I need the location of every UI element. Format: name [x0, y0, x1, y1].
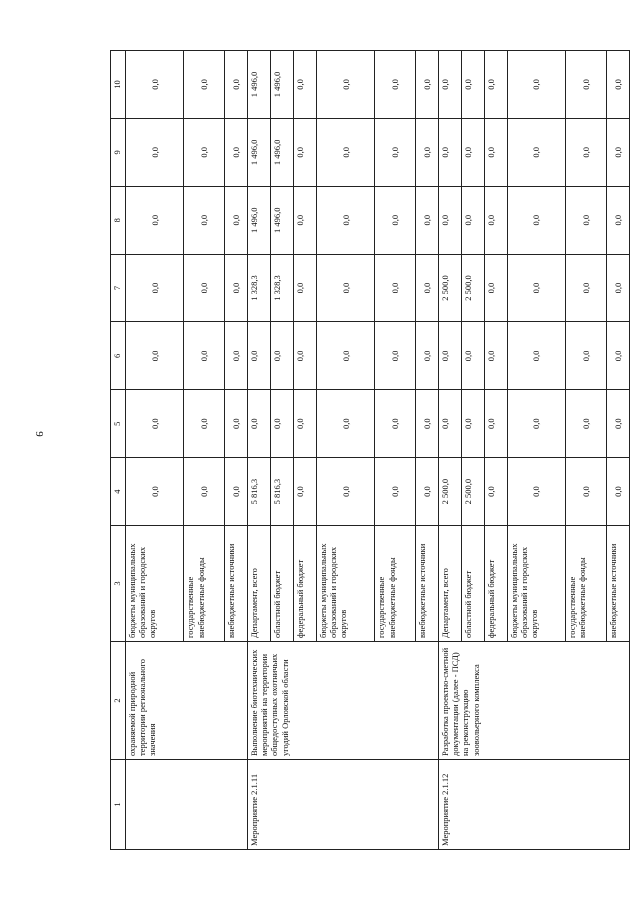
value-cell: 0,0	[184, 118, 225, 186]
value-cell: 0,0	[438, 118, 461, 186]
value-cell: 0,0	[126, 254, 184, 322]
value-cell: 0,0	[126, 322, 184, 390]
value-cell: 0,0	[375, 254, 416, 322]
value-cell: 0,0	[438, 186, 461, 254]
value-cell: 0,0	[416, 118, 439, 186]
value-cell: 0,0	[248, 390, 271, 458]
value-cell: 0,0	[375, 458, 416, 526]
table-row	[126, 51, 184, 850]
value-cell: 0,0	[416, 186, 439, 254]
value-cell: 0,0	[566, 390, 607, 458]
value-cell: 1 496,0	[271, 118, 294, 186]
value-cell: 0,0	[126, 458, 184, 526]
source-cell: государственные внебюджетные фонды	[566, 526, 607, 642]
value-cell: 0,0	[461, 322, 484, 390]
table-body	[126, 51, 630, 850]
value-cell: 0,0	[316, 254, 374, 322]
value-cell: 0,0	[507, 51, 565, 119]
value-cell: 0,0	[566, 254, 607, 322]
value-cell: 0,0	[416, 51, 439, 119]
measure-id-cell	[126, 760, 248, 850]
source-cell: государственные внебюджетные фонды	[184, 526, 225, 642]
value-cell: 0,0	[461, 51, 484, 119]
header-cell: 3	[111, 526, 126, 642]
header-cell: 4	[111, 458, 126, 526]
value-cell: 5 816,3	[271, 458, 294, 526]
value-cell: 0,0	[184, 458, 225, 526]
source-cell: бюджеты муниципальных образований и городских округов	[316, 526, 374, 642]
measure-id-cell: Мероприятие 2.1.12	[438, 760, 629, 850]
value-cell: 1 328,3	[271, 254, 294, 322]
value-cell: 0,0	[316, 118, 374, 186]
value-cell: 0,0	[293, 458, 316, 526]
value-cell: 0,0	[507, 390, 565, 458]
value-cell: 0,0	[293, 186, 316, 254]
header-cell: 10	[111, 51, 126, 119]
value-cell: 0,0	[225, 186, 248, 254]
value-cell: 0,0	[316, 390, 374, 458]
value-cell: 0,0	[293, 322, 316, 390]
value-cell: 0,0	[484, 458, 507, 526]
value-cell: 5 816,3	[248, 458, 271, 526]
value-cell: 0,0	[375, 390, 416, 458]
value-cell: 0,0	[316, 322, 374, 390]
value-cell: 0,0	[566, 186, 607, 254]
value-cell: 0,0	[606, 51, 629, 119]
value-cell: 2 500,0	[438, 254, 461, 322]
value-cell: 0,0	[566, 458, 607, 526]
value-cell: 0,0	[461, 390, 484, 458]
source-cell: областной бюджет	[271, 526, 294, 642]
value-cell: 0,0	[566, 51, 607, 119]
value-cell: 0,0	[293, 51, 316, 119]
value-cell: 0,0	[293, 390, 316, 458]
value-cell: 0,0	[416, 390, 439, 458]
header-cell: 5	[111, 390, 126, 458]
rotated-table-container	[110, 50, 630, 850]
source-cell: Департамент, всего	[248, 526, 271, 642]
header-cell: 2	[111, 642, 126, 760]
source-cell: федеральный бюджет	[484, 526, 507, 642]
value-cell: 0,0	[606, 186, 629, 254]
value-cell: 0,0	[126, 186, 184, 254]
value-cell: 0,0	[316, 51, 374, 119]
value-cell: 0,0	[606, 118, 629, 186]
value-cell: 0,0	[438, 390, 461, 458]
value-cell: 0,0	[184, 51, 225, 119]
value-cell: 0,0	[293, 118, 316, 186]
source-cell: областной бюджет	[461, 526, 484, 642]
value-cell: 0,0	[225, 118, 248, 186]
value-cell: 0,0	[484, 118, 507, 186]
value-cell: 0,0	[416, 254, 439, 322]
value-cell: 0,0	[184, 186, 225, 254]
value-cell: 0,0	[225, 322, 248, 390]
value-cell: 0,0	[316, 186, 374, 254]
value-cell: 1 496,0	[248, 118, 271, 186]
value-cell: 0,0	[184, 390, 225, 458]
value-cell: 0,0	[461, 186, 484, 254]
value-cell: 0,0	[606, 322, 629, 390]
value-cell: 1 496,0	[271, 186, 294, 254]
measure-id-cell: Мероприятие 2.1.11	[248, 760, 439, 850]
value-cell: 0,0	[484, 186, 507, 254]
value-cell: 0,0	[293, 254, 316, 322]
value-cell: 0,0	[126, 118, 184, 186]
source-cell: внебюджетные источники	[606, 526, 629, 642]
value-cell: 0,0	[507, 458, 565, 526]
header-cell: 6	[111, 322, 126, 390]
value-cell: 0,0	[566, 322, 607, 390]
value-cell: 0,0	[375, 322, 416, 390]
value-cell: 0,0	[225, 458, 248, 526]
value-cell: 0,0	[507, 186, 565, 254]
value-cell: 0,0	[416, 458, 439, 526]
value-cell: 2 500,0	[438, 458, 461, 526]
value-cell: 0,0	[225, 51, 248, 119]
value-cell: 0,0	[484, 51, 507, 119]
value-cell: 0,0	[484, 254, 507, 322]
value-cell: 0,0	[438, 322, 461, 390]
value-cell: 0,0	[375, 186, 416, 254]
value-cell: 0,0	[416, 322, 439, 390]
measure-name-cell: Выполнение биотехнических мероприятий на территории общедоступных охотничьих угодий Орловской области	[248, 642, 439, 760]
source-cell: внебюджетные источники	[416, 526, 439, 642]
source-cell: федеральный бюджет	[293, 526, 316, 642]
source-cell: бюджеты муниципальных образований и городских округов	[507, 526, 565, 642]
value-cell: 0,0	[375, 118, 416, 186]
value-cell: 0,0	[271, 390, 294, 458]
value-cell: 0,0	[225, 254, 248, 322]
value-cell: 1 328,3	[248, 254, 271, 322]
value-cell: 0,0	[375, 51, 416, 119]
table-row	[438, 51, 461, 850]
budget-table	[110, 50, 630, 850]
value-cell: 0,0	[126, 51, 184, 119]
value-cell: 0,0	[126, 390, 184, 458]
value-cell: 0,0	[184, 322, 225, 390]
value-cell: 0,0	[484, 390, 507, 458]
page-number: 9	[32, 431, 45, 437]
header-cell: 9	[111, 118, 126, 186]
value-cell: 0,0	[507, 254, 565, 322]
value-cell: 0,0	[507, 118, 565, 186]
value-cell: 0,0	[606, 254, 629, 322]
value-cell: 0,0	[225, 390, 248, 458]
value-cell: 0,0	[461, 118, 484, 186]
value-cell: 1 496,0	[271, 51, 294, 119]
value-cell: 0,0	[316, 458, 374, 526]
header-cell: 1	[111, 760, 126, 850]
value-cell: 0,0	[271, 322, 294, 390]
source-cell: бюджеты муниципальных образований и городских округов	[126, 526, 184, 642]
value-cell: 1 496,0	[248, 51, 271, 119]
table-row	[248, 51, 271, 850]
header-row	[111, 51, 126, 850]
value-cell: 2 500,0	[461, 254, 484, 322]
measure-name-cell: охраняемой природной территории регионального значения	[126, 642, 248, 760]
value-cell: 0,0	[606, 458, 629, 526]
value-cell: 2 500,0	[461, 458, 484, 526]
value-cell: 0,0	[606, 390, 629, 458]
value-cell: 0,0	[507, 322, 565, 390]
source-cell: Департамент, всего	[438, 526, 461, 642]
source-cell: государственные внебюджетные фонды	[375, 526, 416, 642]
source-cell: внебюджетные источники	[225, 526, 248, 642]
value-cell: 0,0	[248, 322, 271, 390]
header-cell: 8	[111, 186, 126, 254]
value-cell: 1 496,0	[248, 186, 271, 254]
header-cell: 7	[111, 254, 126, 322]
value-cell: 0,0	[566, 118, 607, 186]
measure-name-cell: Разработка проектно-сметной документации (далее - ПСД) на реконструкцию зоовольерного комплекса	[438, 642, 629, 760]
value-cell: 0,0	[438, 51, 461, 119]
value-cell: 0,0	[484, 322, 507, 390]
value-cell: 0,0	[184, 254, 225, 322]
